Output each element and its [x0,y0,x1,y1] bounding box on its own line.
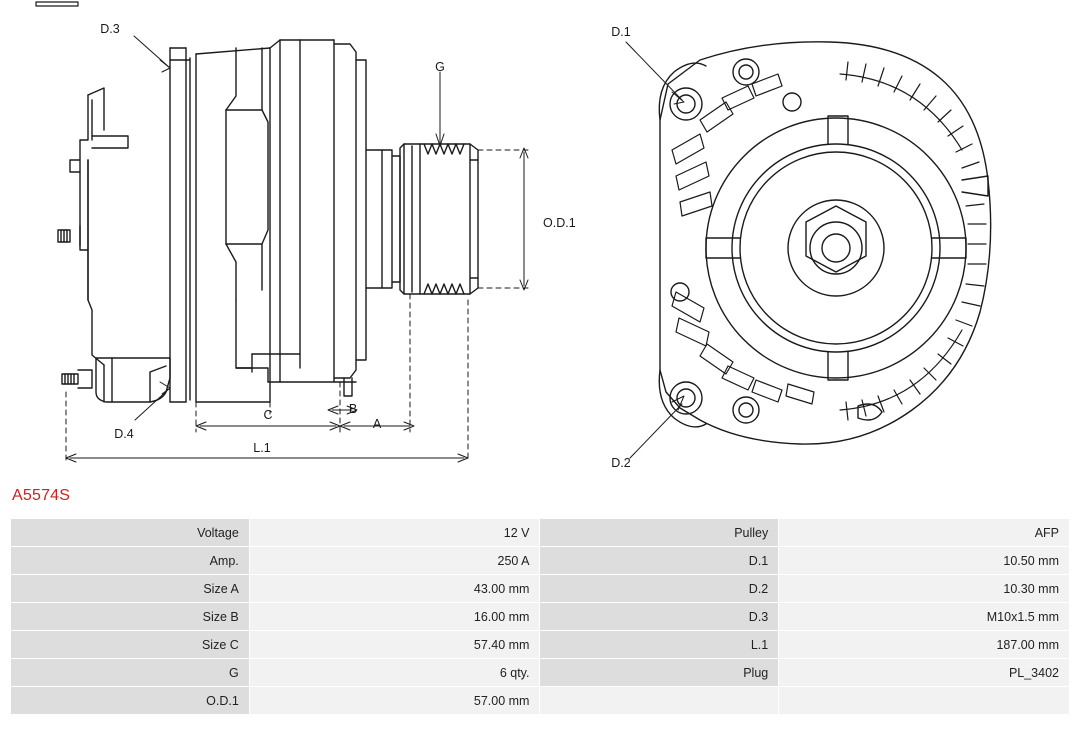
callout-d4: D.4 [114,427,134,441]
spec-value: PL_3402 [779,659,1070,687]
spec-label: Size A [11,575,250,603]
spec-label: D.3 [540,603,779,631]
specification-table [10,518,1070,715]
spec-label: Voltage [11,519,250,547]
spec-label: Size C [11,631,250,659]
spec-label: Amp. [11,547,250,575]
spec-value-empty [779,687,1070,715]
spec-label: O.D.1 [11,687,250,715]
spec-value: 57.00 mm [249,687,540,715]
spec-label: Plug [540,659,779,687]
table-row [11,631,1070,659]
callout-l1: L.1 [253,441,271,455]
spec-value: 6 qty. [249,659,540,687]
spec-value: 10.30 mm [779,575,1070,603]
part-number: A5574S [12,487,71,504]
callout-d2: D.2 [611,456,631,470]
spec-value: 57.40 mm [249,631,540,659]
callout-c: C [263,408,273,422]
spec-value: 12 V [249,519,540,547]
table-row [11,603,1070,631]
spec-label: D.2 [540,575,779,603]
table-row [11,519,1070,547]
spec-value: 250 A [249,547,540,575]
callout-a: A [372,417,382,431]
spec-label: G [11,659,250,687]
spec-value: 43.00 mm [249,575,540,603]
spec-label: Size B [11,603,250,631]
callout-b: B [348,402,358,416]
callout-g: G [435,60,445,74]
spec-value: AFP [779,519,1070,547]
spec-value: 187.00 mm [779,631,1070,659]
spec-value: M10x1.5 mm [779,603,1070,631]
spec-label: D.1 [540,547,779,575]
spec-label-empty [540,687,779,715]
table-row [11,687,1070,715]
spec-value: 10.50 mm [779,547,1070,575]
callout-od1: O.D.1 [543,216,576,230]
table-row [11,659,1070,687]
spec-value: 16.00 mm [249,603,540,631]
spec-label: Pulley [540,519,779,547]
table-row [11,547,1070,575]
callout-d3: D.3 [100,22,120,36]
callout-d1: D.1 [611,25,631,39]
spec-label: L.1 [540,631,779,659]
table-row [11,575,1070,603]
